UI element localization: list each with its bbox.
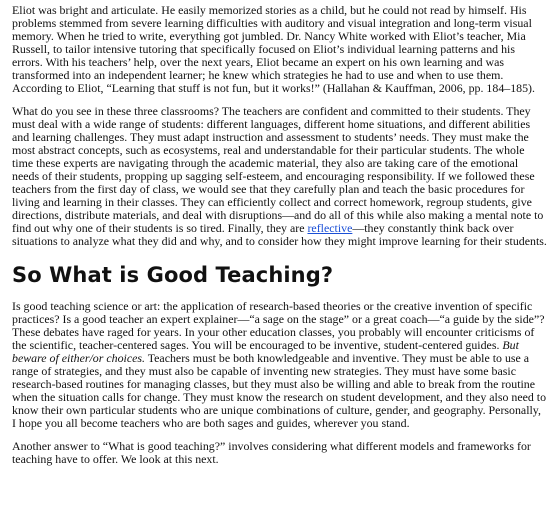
paragraph-text: —they constantly think back over situations to analyze what they did and why, and to consider how they might improve learning for their students. xyxy=(12,221,547,248)
paragraph-text: What do you see in these three classrooms? The teachers are confident and committed to their students. They must deal with a wide range of students: different languages, different home situations, and different abilities and learning challenges. They must adapt instruction and assessment to students’ needs. They must make the most abstract concepts, such as ecosystems, real and understandable for their particular students. The whole time these experts are navigating through the academic material, they also are taking care of the emotional needs of their students, propping up sagging self-esteem, and encouraging responsibility. If we followed these teachers from the first day of class, we would see that they carefully plan and teach the basic procedures for living and learning in their classes. They can efficiently collect and correct homework, regroup students, give directions, distribute materials, and deal with disruptions—and do all of this while also making a mental note to find out why one of their students is so tired. Finally, they are xyxy=(12,104,544,235)
emphasis-text: But beware of either/or choices. xyxy=(12,338,519,365)
reflective-link[interactable]: reflective xyxy=(307,221,353,235)
section-heading: So What is Good Teaching? xyxy=(12,263,334,287)
paragraph-models-frameworks: Another answer to “What is good teaching?” involves considering what different models and frameworks for teaching have to offer. We look at this next. xyxy=(12,439,531,466)
paragraph-good-teaching xyxy=(12,300,547,430)
paragraph-text: Is good teaching science or art: the application of research-based theories or the creative invention of specific practices? Is a good teacher an expert explainer—“a sage on the stage” or a great coach—“a guide by the side”? These debates have raged for years. In your other education classes, you probably will encounter criticisms of the scientific, teacher-centered sages. You will be encouraged to be inventive, student-centered guides. xyxy=(12,299,545,352)
paragraph-eliot-story: Eliot was bright and articulate. He easily memorized stories as a child, but he could not read by himself. His problems stemmed from severe learning difficulties with auditory and visual integration and long-term visual memory. When he tried to write, everything got jumbled. Dr. Nancy White worked with Eliot’s teacher, Mia Russell, to tailor intensive tutoring that specifically focused on Eliot’s individual learning patterns and his errors. With his teachers’ help, over the next years, Eliot became an expert on his own learning and was transformed into an independent learner; he knew which strategies he had to use and when to use them. According to Eliot, “Learning that stuff is not fun, but it works!” (Hallahan & Kauffman, 2006, pp. 184–185). xyxy=(12,3,535,95)
paragraph-three-classrooms xyxy=(12,105,547,248)
paragraph-text: Teachers must be both knowledgeable and inventive. They must be able to use a range of strategies, and they must also be capable of inventing new strategies. They must have some basic research-based routines for managing classes, but they must also be willing and able to break from the routine when the situation calls for change. They must know the research on student development, and they also need to know their own particular students who are unique combinations of culture, gender, and geography. Personally, I hope you all become teachers who are both sages and guides, wherever you stand. xyxy=(12,351,547,430)
